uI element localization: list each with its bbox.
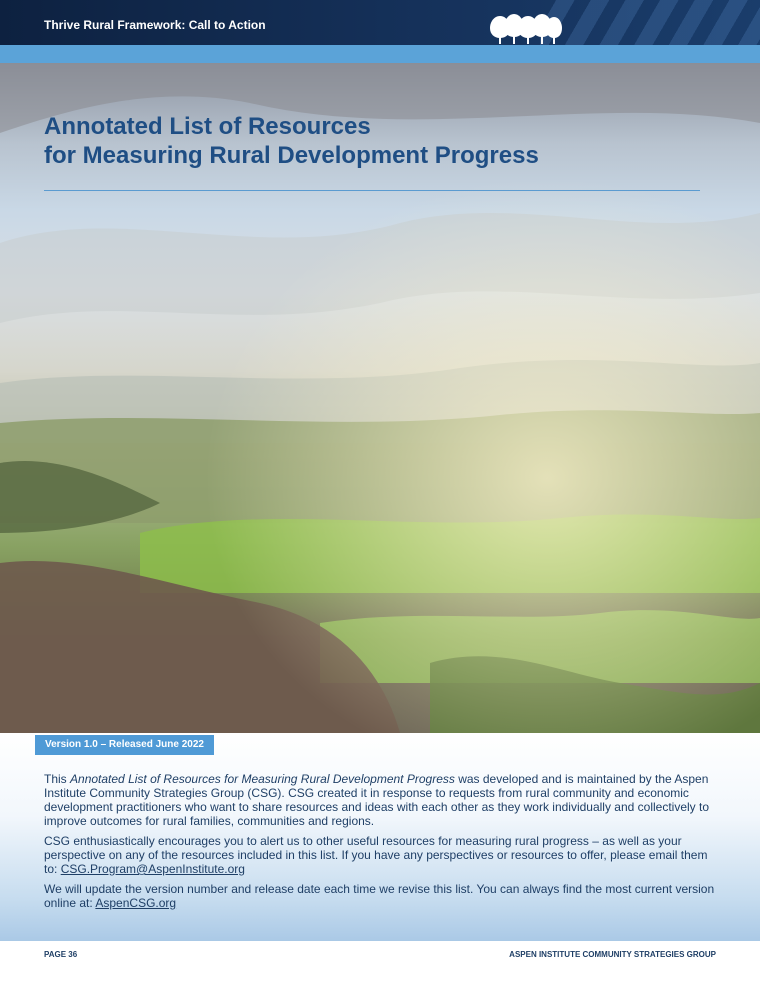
updates-text: We will update the version number and release date each time we revise this list. You can always find the most current version online at: — [44, 882, 715, 910]
title-line-1: Annotated List of Resources — [44, 113, 371, 140]
trees-logo-icon — [488, 14, 564, 44]
email-link[interactable]: CSG.Program@AspenInstitute.org — [60, 862, 245, 876]
intro-text-start: This — [44, 772, 71, 786]
page-header — [0, 0, 760, 45]
footer-organization: ASPEN INSTITUTE COMMUNITY STRATEGIES GROUP — [509, 950, 716, 959]
version-badge: Version 1.0 – Released June 2022 — [35, 735, 214, 755]
page-number: PAGE 36 — [44, 950, 78, 959]
document-title — [44, 112, 704, 170]
header-stripes — [540, 0, 760, 45]
website-link[interactable]: AspenCSG.org — [95, 896, 177, 910]
paragraph-feedback — [44, 834, 716, 876]
page-footer — [0, 941, 760, 981]
paragraph-intro — [44, 772, 716, 828]
intro-text-end: was developed and is maintained by the Aspen Institute Community Strategies Group (CSG). CSG created it in response to requests from rural community and economic development practitioners who want to share resources and ideas with each other as they work individually and collectively to improve outcomes for rural families, communities and regions. — [44, 772, 710, 828]
title-divider — [44, 190, 700, 191]
document-name-italic: Annotated List of Resources for Measuring Rural Development Progress — [70, 772, 455, 786]
description-text — [44, 772, 716, 916]
paragraph-updates — [44, 882, 716, 910]
title-line-2: for Measuring Rural Development Progress — [44, 142, 539, 169]
header-title: Thrive Rural Framework: Call to Action — [44, 18, 266, 32]
accent-bar — [0, 45, 760, 63]
feedback-text: CSG enthusiastically encourages you to alert us to other useful resources for measuring rural progress – as well as your perspective on any of the resources included in this list. If you have any perspectives or resources to offer, please email them to: — [44, 834, 708, 876]
